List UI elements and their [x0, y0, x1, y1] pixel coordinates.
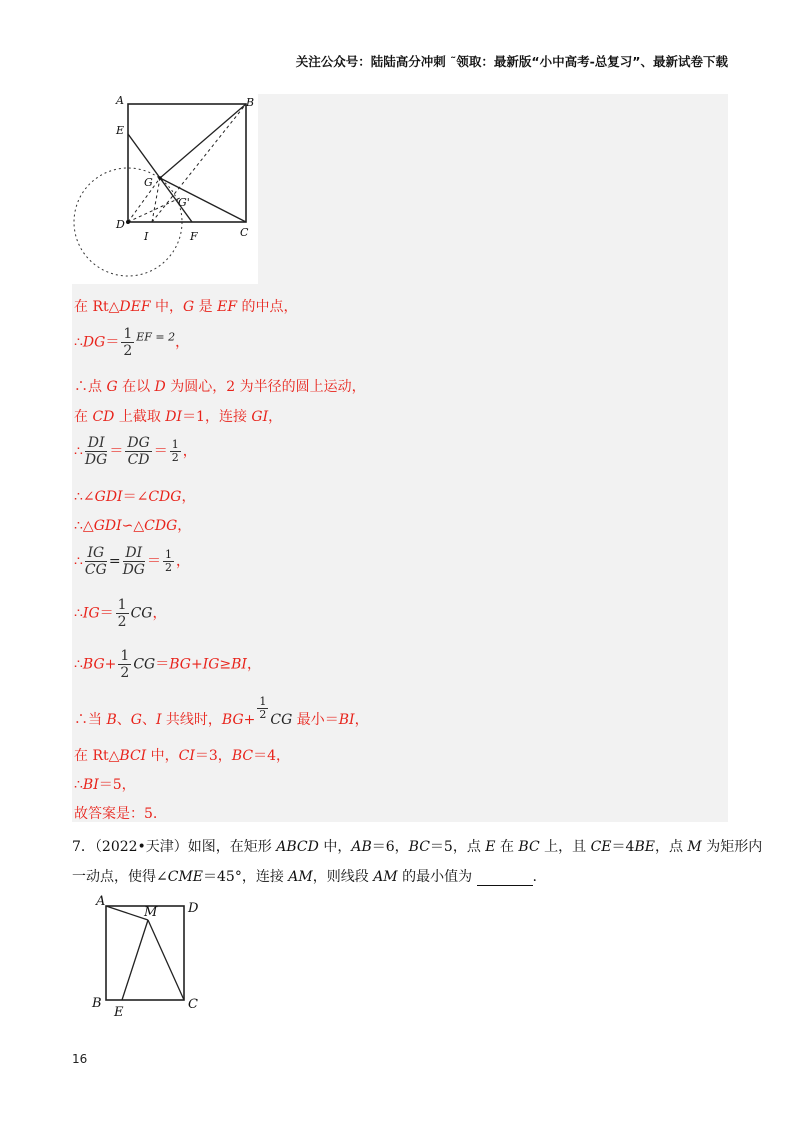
label-I: I [144, 230, 149, 243]
solution-line-9: ∴IG＝ $\frac{1}{2}$ CG， [74, 597, 167, 630]
label-G-prime: G' [178, 196, 190, 209]
label-F: F [190, 230, 198, 243]
label-E: E [116, 124, 125, 137]
label-D: D [188, 901, 199, 916]
solution-line-4: 在 CD 上截取 DI＝1，连接 GI， [74, 409, 283, 425]
solution-line-14: 故答案是：5. [74, 806, 158, 822]
solution-line-2: ∴DG＝ $\frac{1}{2}$ $^{EF = 2}$， [74, 326, 190, 359]
label-B: B [246, 96, 255, 109]
label-E: E [114, 1005, 124, 1020]
label-G: G [144, 176, 153, 189]
label-A: A [96, 894, 106, 909]
solution-line-13: ∴BI＝5， [74, 777, 136, 793]
label-A: A [116, 94, 124, 107]
answer-blank[interactable] [477, 871, 533, 886]
page-number: 16 [72, 1052, 88, 1066]
solution-line-3: ∴点 G 在以 D 为圆心，2 为半径的圆上运动， [74, 379, 366, 395]
label-C: C [240, 226, 249, 239]
solution-line-6: ∴∠GDI＝∠CDG， [74, 489, 196, 505]
solution-line-7: ∴△GDI∽△CDG， [74, 518, 192, 534]
label-B: B [92, 996, 102, 1011]
solution-line-8: ∴ $\frac{IG}{CG}$ = $\frac{DI}{DG}$ ＝ $\frac{1}{2}$ ， [74, 545, 190, 578]
solution-line-10: ∴BG+ $\frac{1}{2}$ CG＝BG+IG≥BI， [74, 648, 261, 681]
solution-line-12: 在 Rt△BCI 中，CI＝3，BC＝4， [74, 748, 290, 764]
question-7-line-2: 一动点，使得∠CME＝45°，连接 AM，则线段 AM 的最小值为 . [72, 869, 537, 885]
geometry-figure-square-circle [72, 94, 258, 284]
question-7-line-1: 7．（2022•天津）如图，在矩形 ABCD 中，AB＝6，BC＝5，点 E 在 BC 上，且 CE＝4BE，点 M 为矩形内 [72, 839, 763, 855]
label-D: D [116, 218, 125, 231]
solution-line-5: ∴ $\frac{DI}{DG}$ ＝ $\frac{DG}{CD}$ ＝ $\frac{1}{2}$ ， [74, 435, 197, 468]
solution-line-1: 在 Rt△DEF 中，G 是 EF 的中点， [74, 299, 298, 315]
geometry-figure-rectangle [88, 890, 218, 1022]
page-header: 关注公众号：陆陆高分冲刺 ˜领取：最新版“小中高考-总复习”、最新试卷下载 [295, 54, 728, 69]
label-M: M [144, 905, 158, 920]
solution-line-11: ∴当 B、G、I 共线时，BG+ $\frac{1}{2}$ CG 最小＝BI， [74, 695, 369, 728]
label-C: C [188, 997, 198, 1012]
